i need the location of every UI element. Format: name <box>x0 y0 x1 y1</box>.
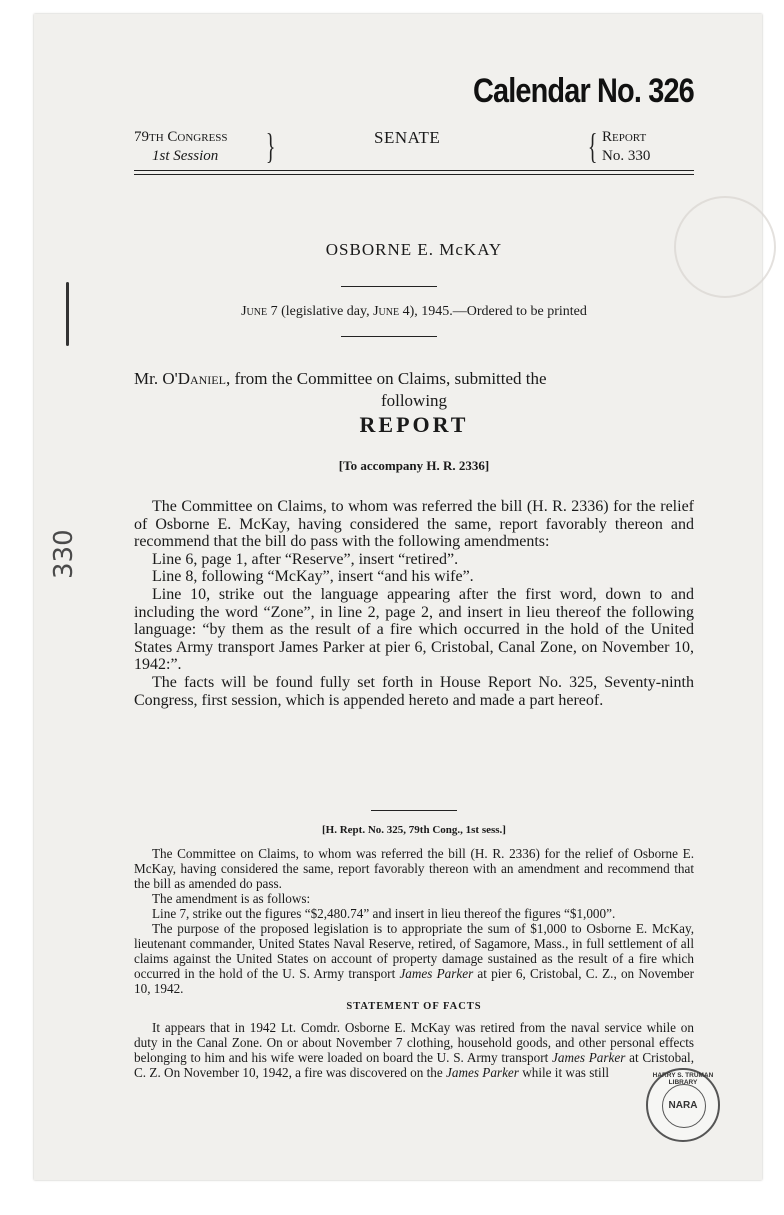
report-subject-title: OSBORNE E. McKAY <box>325 240 503 259</box>
nara-library-stamp <box>646 1068 720 1142</box>
text-run: The purpose of the proposed legislation is to appropriate the sum of $1,000 to Osborne E. McKay, lieutenant commander, United States Naval Reserve, retired, of Sagamore, Mass., in full settlement of all claims against the United States on account of property damage sustained as the result of a fire which occurred in the hold of the U. S. Army transport <box>134 921 694 981</box>
submitted-prefix: Mr. O' <box>134 369 178 388</box>
body-paragraph: Line 10, strike out the language appearing after the first word, down to and including the word “Zone”, in line 2, page 2, and insert in lieu thereof the following language: “by them as the result of a fire which occurred in the hold of the United States Army transport James Parker at pier 6, Cristobal, Canal Zone, on November 10, 1942:”. <box>134 585 694 674</box>
ship-name: James Parker <box>399 966 474 981</box>
report-number: No. 330 <box>602 148 651 164</box>
stamp-ring-text: HARRY S. TRUMAN LIBRARY <box>652 1072 714 1086</box>
handwritten-margin-note: 330 <box>49 529 79 579</box>
chamber-label: SENATE <box>374 128 441 147</box>
divider-rule <box>341 336 437 337</box>
stamp-center-text: NARA <box>668 1100 698 1111</box>
house-paragraph <box>134 921 694 996</box>
text-run: while it was still <box>518 1065 610 1080</box>
text-run: at pier 6, Cristobal, C. Z., on November 10, 1942. <box>134 966 694 996</box>
calendar-number: Calendar No. 326 <box>473 72 694 110</box>
report-number-block <box>602 128 650 166</box>
body-paragraph: The Committee on Claims, to whom was referred the bill (H. R. 2336) for the relief of Osborne E. McKay, having considered the same, report favorably thereon and recommend that the bill do pass with the following amendments: <box>134 498 694 551</box>
house-paragraph: Line 7, strike out the figures “$2,480.74” and insert in lieu thereof the figures “$1,000”. <box>152 906 616 921</box>
body-paragraph: Line 6, page 1, after “Reserve”, insert “retired”. <box>152 550 459 568</box>
left-brace-icon: { <box>587 126 598 166</box>
session-label: 1st Session <box>152 148 219 164</box>
header-row <box>134 128 694 170</box>
text-run: at Cristobal, C. Z. On November 10, 1942, a fire was discovered on the <box>134 1050 694 1080</box>
document-page <box>34 14 762 1180</box>
ordered-month-2: June <box>373 304 400 319</box>
report-heading: REPORT <box>359 412 469 437</box>
ordered-to-print-line <box>134 304 694 320</box>
house-report-reference: [H. Rept. No. 325, 79th Cong., 1st sess.] <box>322 824 506 836</box>
faded-archive-stamp <box>674 196 776 298</box>
accompany-bill: [To accompany H. R. 2336] <box>338 458 490 473</box>
submitted-by-line <box>134 368 694 412</box>
ordered-date: 7 (legislative day, <box>267 304 374 319</box>
body-paragraph: Line 8, following “McKay”, insert “and his wife”. <box>152 568 474 586</box>
divider-rule <box>371 810 457 811</box>
house-paragraph <box>134 1020 694 1080</box>
congress-label: 79th Congress <box>134 129 228 145</box>
submitted-line2: following <box>380 391 448 410</box>
binder-mark <box>66 282 69 346</box>
body-paragraph: The facts will be found fully set forth in House Report No. 325, Seventy-ninth Congress, first session, which is appended hereto and made a part hereof. <box>134 673 694 709</box>
house-paragraph: The amendment is as follows: <box>152 891 311 906</box>
senator-name: Daniel <box>177 369 226 388</box>
right-brace-icon: } <box>265 126 276 166</box>
house-paragraph: The Committee on Claims, to whom was referred the bill (H. R. 2336) for the relief of Osborne E. McKay, having considered the same, report favorably thereon with an amendment and recommend that the bill as amended do pass. <box>134 846 694 891</box>
statement-of-facts-heading: STATEMENT OF FACTS <box>346 1001 482 1012</box>
divider-rule <box>341 286 437 287</box>
ordered-month: June <box>241 304 268 319</box>
ordered-rest: 4), 1945.—Ordered to be printed <box>399 304 587 319</box>
submitted-rest: , from the Committee on Claims, submitted the <box>225 369 547 388</box>
house-report-body <box>134 846 694 1080</box>
header-double-rule <box>134 170 694 175</box>
senate-report-body <box>134 498 694 709</box>
ship-name: James Parker <box>446 1065 519 1080</box>
ship-name: James Parker <box>552 1050 626 1065</box>
congress-session <box>134 128 228 166</box>
text-run: It appears that in 1942 Lt. Comdr. Osborne E. McKay was retired from the naval service while on duty in the Canal Zone. On or about November 7 clothing, household goods, and other personal effects belonging to him and his wife were loaded on board the U. S. Army transport <box>134 1020 694 1065</box>
report-label: Report <box>602 129 647 145</box>
